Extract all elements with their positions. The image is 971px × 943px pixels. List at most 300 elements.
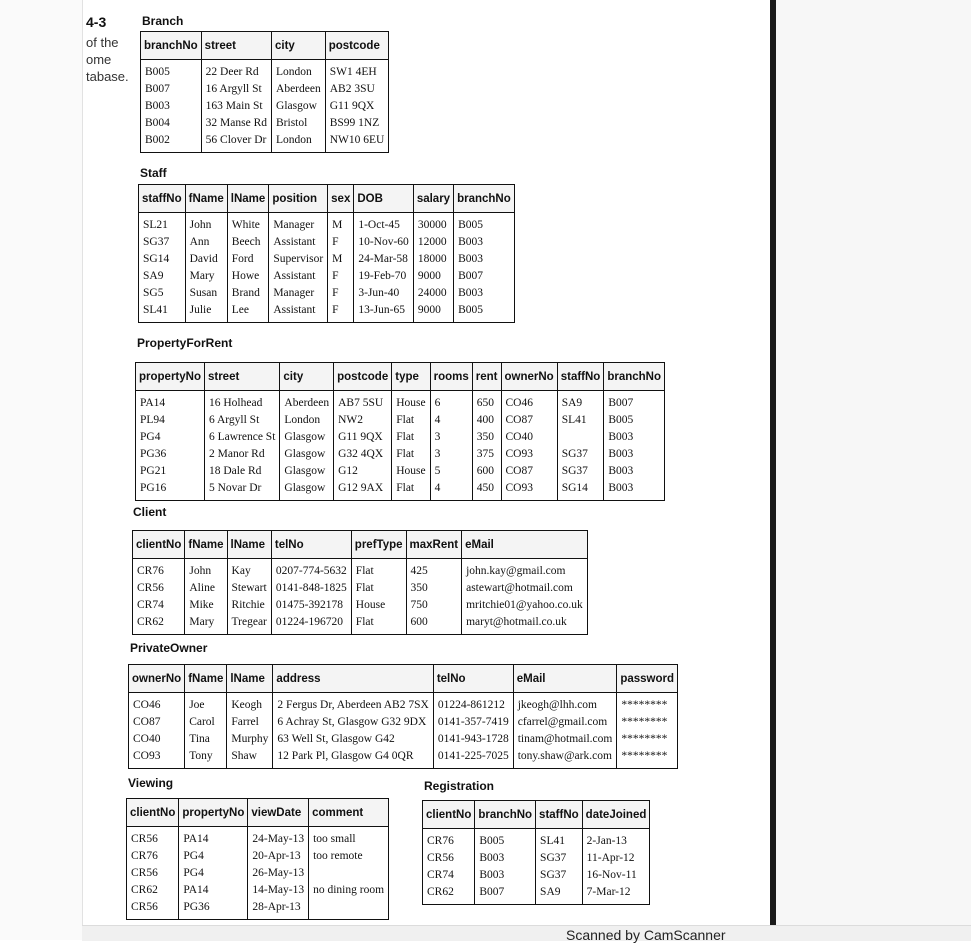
cell-staffNo bbox=[557, 429, 604, 446]
cell-lName: Keogh bbox=[227, 693, 273, 715]
column-header-eMail: eMail bbox=[462, 531, 588, 559]
cell-salary: 12000 bbox=[413, 234, 453, 251]
cell-clientNo: CR76 bbox=[423, 829, 475, 851]
cell-comment: too remote bbox=[313, 850, 363, 862]
cell-type: Flat bbox=[392, 480, 430, 501]
cell-clientNo: CR74 bbox=[423, 867, 475, 884]
cell-clientNo: CR56 bbox=[423, 850, 475, 867]
cell-lName: Ford bbox=[227, 251, 269, 268]
column-header-fName: fName bbox=[185, 531, 227, 559]
cell-type: House bbox=[392, 463, 430, 480]
cell-rooms: 4 bbox=[430, 480, 472, 501]
cell-branchNo: B005 bbox=[141, 60, 202, 82]
cell-prefType: Flat bbox=[351, 614, 406, 635]
column-header-branchNo: branchNo bbox=[454, 185, 515, 213]
table-row bbox=[127, 882, 389, 899]
owner-table bbox=[128, 664, 678, 769]
column-header-street: street bbox=[201, 32, 271, 60]
column-header-fName: fName bbox=[185, 185, 227, 213]
cell-street: 6 Argyll St bbox=[204, 412, 279, 429]
cell-sex: F bbox=[328, 302, 354, 323]
cell-dateJoined: 11-Apr-12 bbox=[586, 852, 635, 864]
cell-branchNo: B005 bbox=[458, 304, 483, 316]
cell-telNo: 0207-774-5632 bbox=[271, 559, 351, 581]
cell-propertyNo: PA14 bbox=[179, 827, 248, 849]
cell-fName: Aline bbox=[185, 580, 227, 597]
cell-clientNo: CR56 bbox=[127, 827, 179, 849]
cell-sex: F bbox=[328, 285, 354, 302]
cell-viewDate: 26-May-13 bbox=[248, 865, 309, 882]
cell-branchNo: B003 bbox=[458, 287, 483, 299]
cell-eMail: tony.shaw@ark.com bbox=[513, 748, 617, 769]
cell-address: 12 Park Pl, Glasgow G4 0QR bbox=[273, 748, 433, 769]
cell-city: Aberdeen bbox=[272, 81, 326, 98]
cell-rooms: 5 bbox=[430, 463, 472, 480]
owner-table-title: PrivateOwner bbox=[130, 641, 208, 655]
column-header-rent: rent bbox=[472, 363, 501, 391]
table-row bbox=[136, 391, 665, 413]
cell-prefType: Flat bbox=[351, 580, 406, 597]
cell-city: Glasgow bbox=[280, 446, 334, 463]
cell-comment: no dining room bbox=[313, 884, 385, 896]
cell-branchNo: B003 bbox=[458, 236, 483, 248]
cell-clientNo: CR56 bbox=[133, 580, 185, 597]
column-header-lName: lName bbox=[227, 185, 269, 213]
cell-postcode: G11 9QX bbox=[334, 429, 392, 446]
cell-ownerNo: CO93 bbox=[129, 748, 185, 769]
cell-clientNo: CR76 bbox=[133, 559, 185, 581]
column-header-salary: salary bbox=[413, 185, 453, 213]
cell-ownerNo: CO87 bbox=[501, 412, 557, 429]
column-header-lName: lName bbox=[227, 665, 273, 693]
column-header-propertyNo: propertyNo bbox=[136, 363, 205, 391]
right-margin bbox=[776, 0, 971, 940]
cell-DOB: 10-Nov-60 bbox=[354, 234, 413, 251]
cell-city: London bbox=[272, 132, 326, 153]
cell-staffNo: SA9 bbox=[536, 884, 583, 905]
staff-header-row bbox=[139, 185, 515, 213]
column-header-prefType: prefType bbox=[351, 531, 406, 559]
cell-fName: John bbox=[185, 213, 227, 235]
cell-telNo: 01475-392178 bbox=[271, 597, 351, 614]
cell-propertyNo: PL94 bbox=[136, 412, 205, 429]
table-row bbox=[136, 429, 665, 446]
cell-maxRent: 750 bbox=[406, 597, 462, 614]
cell-ownerNo: CO46 bbox=[129, 693, 185, 715]
column-header-fName: fName bbox=[185, 665, 227, 693]
viewing-table bbox=[126, 798, 389, 920]
cell-branchNo: B003 bbox=[475, 850, 536, 867]
cell-lName: Stewart bbox=[227, 580, 271, 597]
table-row bbox=[423, 829, 650, 851]
table-row bbox=[139, 213, 515, 235]
cell-branchNo: B005 bbox=[475, 829, 536, 851]
cell-branchNo: B002 bbox=[141, 132, 202, 153]
cell-salary: 24000 bbox=[413, 285, 453, 302]
cell-fName: Mary bbox=[185, 614, 227, 635]
cell-telNo: 01224-196720 bbox=[271, 614, 351, 635]
cell-staffNo: SG5 bbox=[139, 285, 186, 302]
column-header-postcode: postcode bbox=[334, 363, 392, 391]
table-row bbox=[127, 865, 389, 882]
cell-propertyNo: PG36 bbox=[179, 899, 248, 920]
cell-branchNo: B007 bbox=[458, 270, 483, 282]
cell-eMail: tinam@hotmail.com bbox=[513, 731, 617, 748]
cell-prefType: House bbox=[351, 597, 406, 614]
cell-lName: Howe bbox=[227, 268, 269, 285]
column-header-telNo: telNo bbox=[271, 531, 351, 559]
column-header-dateJoined: dateJoined bbox=[582, 801, 650, 829]
property-header-row bbox=[136, 363, 665, 391]
cell-staffNo: SG14 bbox=[557, 480, 604, 501]
cell-rent: 450 bbox=[472, 480, 501, 501]
cell-propertyNo: PG4 bbox=[179, 848, 248, 865]
cell-propertyNo: PG21 bbox=[136, 463, 205, 480]
cell-city: Aberdeen bbox=[280, 391, 334, 413]
cell-rooms: 3 bbox=[430, 429, 472, 446]
table-row bbox=[127, 848, 389, 865]
owner-header-row bbox=[129, 665, 678, 693]
column-header-clientNo: clientNo bbox=[127, 799, 179, 827]
cell-rooms: 3 bbox=[430, 446, 472, 463]
cell-sex: F bbox=[328, 234, 354, 251]
cell-telNo: 0141-357-7419 bbox=[433, 714, 513, 731]
branch-header-row bbox=[141, 32, 389, 60]
cell-postcode: G12 9AX bbox=[334, 480, 392, 501]
table-row bbox=[136, 412, 665, 429]
cell-position: Assistant bbox=[269, 234, 328, 251]
staff-table-title: Staff bbox=[140, 166, 167, 180]
cell-fName: Julie bbox=[185, 302, 227, 323]
registration-table-title: Registration bbox=[424, 779, 495, 793]
branch-table bbox=[140, 31, 389, 153]
cell-rent: 600 bbox=[472, 463, 501, 480]
cell-fName: Carol bbox=[185, 714, 227, 731]
cell-city: Bristol bbox=[272, 115, 326, 132]
cell-postcode: G11 9QX bbox=[329, 100, 375, 112]
column-header-ownerNo: ownerNo bbox=[129, 665, 185, 693]
cell-type: Flat bbox=[392, 412, 430, 429]
table-row bbox=[136, 463, 665, 480]
cell-branchNo: B007 bbox=[475, 884, 536, 905]
cell-branchNo: B007 bbox=[141, 81, 202, 98]
cell-lName: White bbox=[227, 213, 269, 235]
cell-staffNo: SG14 bbox=[139, 251, 186, 268]
table-row bbox=[423, 850, 650, 867]
left-margin bbox=[0, 0, 83, 940]
cell-type: House bbox=[392, 391, 430, 413]
cell-ownerNo: CO46 bbox=[501, 391, 557, 413]
cell-rooms: 6 bbox=[430, 391, 472, 413]
cell-fName: Joe bbox=[185, 693, 227, 715]
cell-salary: 9000 bbox=[413, 268, 453, 285]
cell-staffNo: SL41 bbox=[139, 302, 186, 323]
column-header-address: address bbox=[273, 665, 433, 693]
cell-ownerNo: CO93 bbox=[501, 480, 557, 501]
cell-postcode: G12 bbox=[334, 463, 392, 480]
table-row bbox=[141, 132, 389, 153]
table-row bbox=[139, 268, 515, 285]
cell-lName: Ritchie bbox=[227, 597, 271, 614]
table-row bbox=[136, 480, 665, 501]
cell-street: 22 Deer Rd bbox=[201, 60, 271, 82]
column-header-DOB: DOB bbox=[354, 185, 413, 213]
column-header-staffNo: staffNo bbox=[557, 363, 604, 391]
table-row bbox=[141, 115, 389, 132]
table-row bbox=[129, 748, 678, 769]
cell-fName: Tony bbox=[185, 748, 227, 769]
cell-dateJoined: 2-Jan-13 bbox=[586, 835, 627, 847]
column-header-postcode: postcode bbox=[325, 32, 389, 60]
cell-viewDate: 28-Apr-13 bbox=[248, 899, 309, 920]
column-header-city: city bbox=[280, 363, 334, 391]
cell-DOB: 19-Feb-70 bbox=[354, 268, 413, 285]
cell-position: Manager bbox=[269, 285, 328, 302]
cell-position: Assistant bbox=[269, 302, 328, 323]
cell-telNo: 0141-943-1728 bbox=[433, 731, 513, 748]
client-table-title: Client bbox=[133, 505, 167, 519]
figure-number: 4-3 bbox=[86, 14, 107, 30]
table-row bbox=[139, 234, 515, 251]
cell-salary: 30000 bbox=[413, 213, 453, 235]
cell-branchNo: B005 bbox=[458, 219, 483, 231]
column-header-street: street bbox=[204, 363, 279, 391]
cell-lName: Lee bbox=[227, 302, 269, 323]
bottom-margin bbox=[82, 925, 971, 941]
figure-caption-line: of the bbox=[86, 35, 119, 50]
cell-fName: David bbox=[185, 251, 227, 268]
cell-branchNo: B003 bbox=[608, 448, 634, 460]
cell-eMail: jkeogh@lhh.com bbox=[513, 693, 617, 715]
property-table bbox=[135, 362, 665, 501]
cell-maxRent: 600 bbox=[406, 614, 462, 635]
cell-type: Flat bbox=[392, 446, 430, 463]
cell-clientNo: CR62 bbox=[423, 884, 475, 905]
cell-viewDate: 24-May-13 bbox=[248, 827, 309, 849]
cell-propertyNo: PA14 bbox=[136, 391, 205, 413]
cell-street: 16 Holhead bbox=[204, 391, 279, 413]
cell-postcode: SW1 4EH bbox=[329, 66, 377, 78]
cell-street: 5 Novar Dr bbox=[204, 480, 279, 501]
column-header-comment: comment bbox=[309, 799, 389, 827]
table-row bbox=[133, 597, 588, 614]
column-header-branchNo: branchNo bbox=[475, 801, 536, 829]
cell-postcode: AB7 5SU bbox=[334, 391, 392, 413]
column-header-clientNo: clientNo bbox=[423, 801, 475, 829]
registration-table bbox=[422, 800, 650, 905]
cell-password: ******** bbox=[621, 716, 668, 728]
cell-maxRent: 425 bbox=[406, 559, 462, 581]
cell-lName: Shaw bbox=[227, 748, 273, 769]
column-header-viewDate: viewDate bbox=[248, 799, 309, 827]
cell-ownerNo: CO40 bbox=[501, 429, 557, 446]
cell-branchNo: B003 bbox=[458, 253, 483, 265]
cell-dateJoined: 16-Nov-11 bbox=[586, 869, 637, 881]
cell-position: Manager bbox=[269, 213, 328, 235]
cell-eMail: mritchie01@yahoo.co.uk bbox=[466, 599, 583, 611]
cell-staffNo: SL21 bbox=[139, 213, 186, 235]
table-row bbox=[129, 693, 678, 715]
cell-staffNo: SA9 bbox=[139, 268, 186, 285]
cell-postcode: BS99 1NZ bbox=[329, 117, 380, 129]
cell-telNo: 0141-848-1825 bbox=[271, 580, 351, 597]
cell-branchNo: B005 bbox=[608, 414, 634, 426]
column-header-lName: lName bbox=[227, 531, 271, 559]
column-header-branchNo: branchNo bbox=[604, 363, 665, 391]
scanner-watermark: Scanned by CamScanner bbox=[566, 927, 726, 943]
column-header-position: position bbox=[269, 185, 328, 213]
cell-DOB: 1-Oct-45 bbox=[354, 213, 413, 235]
cell-lName: Beech bbox=[227, 234, 269, 251]
table-row bbox=[423, 867, 650, 884]
cell-viewDate: 20-Apr-13 bbox=[248, 848, 309, 865]
cell-city: London bbox=[272, 60, 326, 82]
cell-comment: too small bbox=[313, 833, 356, 845]
cell-postcode: G32 4QX bbox=[334, 446, 392, 463]
cell-staffNo: SG37 bbox=[536, 867, 583, 884]
table-row bbox=[129, 731, 678, 748]
cell-rent: 400 bbox=[472, 412, 501, 429]
cell-rent: 350 bbox=[472, 429, 501, 446]
cell-eMail: john.kay@gmail.com bbox=[466, 565, 566, 577]
column-header-staffNo: staffNo bbox=[536, 801, 583, 829]
cell-fName: John bbox=[185, 559, 227, 581]
cell-comment bbox=[309, 865, 389, 882]
viewing-table-title: Viewing bbox=[128, 776, 174, 790]
cell-rooms: 4 bbox=[430, 412, 472, 429]
viewing-header-row bbox=[127, 799, 389, 827]
cell-ownerNo: CO87 bbox=[129, 714, 185, 731]
cell-city: Glasgow bbox=[272, 98, 326, 115]
table-row bbox=[136, 446, 665, 463]
cell-maxRent: 350 bbox=[406, 580, 462, 597]
cell-address: 63 Well St, Glasgow G42 bbox=[273, 731, 433, 748]
column-header-staffNo: staffNo bbox=[139, 185, 186, 213]
cell-eMail: astewart@hotmail.com bbox=[466, 582, 573, 594]
column-header-maxRent: maxRent bbox=[406, 531, 462, 559]
cell-lName: Farrel bbox=[227, 714, 273, 731]
column-header-telNo: telNo bbox=[433, 665, 513, 693]
cell-rent: 375 bbox=[472, 446, 501, 463]
column-header-eMail: eMail bbox=[513, 665, 617, 693]
cell-type: Flat bbox=[392, 429, 430, 446]
table-row bbox=[133, 559, 588, 581]
cell-dateJoined: 7-Mar-12 bbox=[586, 886, 631, 898]
table-row bbox=[127, 899, 389, 920]
cell-clientNo: CR62 bbox=[133, 614, 185, 635]
cell-ownerNo: CO40 bbox=[129, 731, 185, 748]
cell-propertyNo: PG4 bbox=[136, 429, 205, 446]
cell-fName: Ann bbox=[185, 234, 227, 251]
cell-lName: Kay bbox=[227, 559, 271, 581]
cell-propertyNo: PG36 bbox=[136, 446, 205, 463]
cell-eMail: maryt@hotmail.co.uk bbox=[466, 616, 567, 628]
cell-salary: 9000 bbox=[413, 302, 453, 323]
cell-fName: Mary bbox=[185, 268, 227, 285]
cell-salary: 18000 bbox=[413, 251, 453, 268]
cell-branchNo: B004 bbox=[141, 115, 202, 132]
cell-branchNo: B007 bbox=[608, 397, 634, 409]
cell-sex: F bbox=[328, 268, 354, 285]
property-table-title: PropertyForRent bbox=[137, 336, 233, 350]
column-header-ownerNo: ownerNo bbox=[501, 363, 557, 391]
cell-street: 16 Argyll St bbox=[201, 81, 271, 98]
table-row bbox=[141, 60, 389, 82]
cell-address: 6 Achray St, Glasgow G32 9DX bbox=[273, 714, 433, 731]
table-row bbox=[139, 251, 515, 268]
cell-DOB: 3-Jun-40 bbox=[354, 285, 413, 302]
cell-password: ******** bbox=[621, 750, 668, 762]
cell-lName: Brand bbox=[227, 285, 269, 302]
cell-propertyNo: PG4 bbox=[179, 865, 248, 882]
cell-street: 56 Clover Dr bbox=[201, 132, 271, 153]
cell-branchNo: B003 bbox=[608, 465, 634, 477]
cell-fName: Mike bbox=[185, 597, 227, 614]
branch-table-title: Branch bbox=[142, 14, 184, 28]
cell-city: London bbox=[280, 412, 334, 429]
column-header-rooms: rooms bbox=[430, 363, 472, 391]
cell-address: 2 Fergus Dr, Aberdeen AB2 7SX bbox=[273, 693, 433, 715]
cell-postcode: NW10 6EU bbox=[329, 134, 385, 146]
cell-prefType: Flat bbox=[351, 559, 406, 581]
table-row bbox=[129, 714, 678, 731]
cell-rent: 650 bbox=[472, 391, 501, 413]
cell-city: Glasgow bbox=[280, 429, 334, 446]
cell-staffNo: SA9 bbox=[557, 391, 604, 413]
column-header-branchNo: branchNo bbox=[141, 32, 202, 60]
column-header-propertyNo: propertyNo bbox=[179, 799, 248, 827]
cell-position: Assistant bbox=[269, 268, 328, 285]
column-header-clientNo: clientNo bbox=[133, 531, 185, 559]
cell-city: Glasgow bbox=[280, 480, 334, 501]
cell-clientNo: CR74 bbox=[133, 597, 185, 614]
table-row bbox=[133, 580, 588, 597]
client-header-row bbox=[133, 531, 588, 559]
cell-branchNo: B003 bbox=[141, 98, 202, 115]
cell-clientNo: CR56 bbox=[127, 865, 179, 882]
cell-ownerNo: CO87 bbox=[501, 463, 557, 480]
cell-password: ******** bbox=[621, 733, 668, 745]
cell-position: Supervisor bbox=[269, 251, 328, 268]
cell-telNo: 01224-861212 bbox=[433, 693, 513, 715]
cell-branchNo: B003 bbox=[475, 867, 536, 884]
cell-branchNo: B003 bbox=[608, 431, 634, 443]
figure-caption-line: tabase. bbox=[86, 69, 129, 84]
cell-password: ******** bbox=[621, 699, 668, 711]
table-row bbox=[141, 81, 389, 98]
cell-eMail: cfarrel@gmail.com bbox=[513, 714, 617, 731]
cell-comment bbox=[309, 899, 389, 920]
cell-postcode: AB2 3SU bbox=[329, 83, 375, 95]
table-row bbox=[139, 302, 515, 323]
cell-staffNo: SG37 bbox=[557, 463, 604, 480]
cell-street: 18 Dale Rd bbox=[204, 463, 279, 480]
cell-staffNo: SL41 bbox=[557, 412, 604, 429]
cell-propertyNo: PG16 bbox=[136, 480, 205, 501]
cell-propertyNo: PA14 bbox=[179, 882, 248, 899]
table-row bbox=[423, 884, 650, 905]
column-header-password: password bbox=[617, 665, 678, 693]
cell-staffNo: SG37 bbox=[557, 446, 604, 463]
cell-ownerNo: CO93 bbox=[501, 446, 557, 463]
cell-lName: Murphy bbox=[227, 731, 273, 748]
cell-street: 32 Manse Rd bbox=[201, 115, 271, 132]
staff-table bbox=[138, 184, 515, 323]
cell-DOB: 24-Mar-58 bbox=[354, 251, 413, 268]
cell-clientNo: CR62 bbox=[127, 882, 179, 899]
cell-fName: Tina bbox=[185, 731, 227, 748]
cell-clientNo: CR56 bbox=[127, 899, 179, 920]
